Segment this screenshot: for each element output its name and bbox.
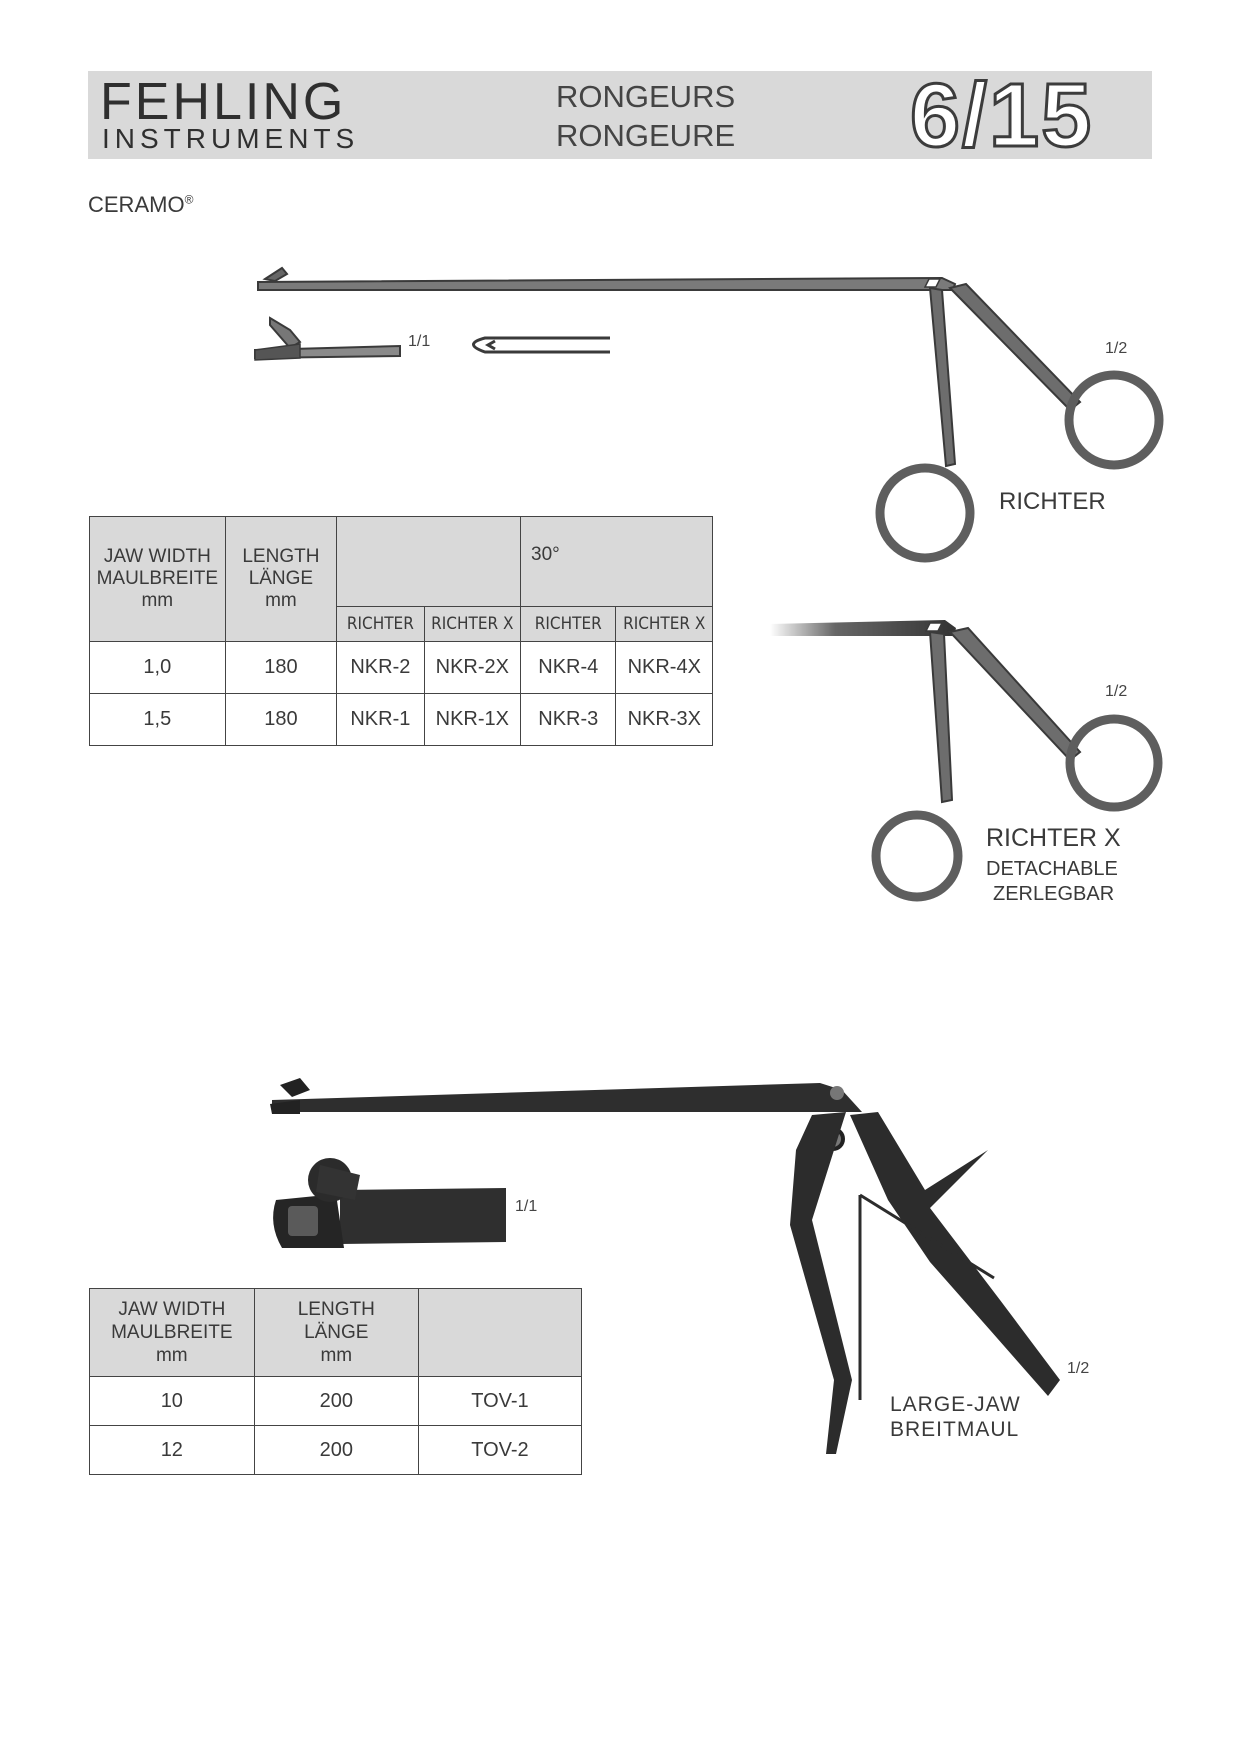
table-cell: NKR-1X xyxy=(424,694,520,746)
header-jaw-width: JAW WIDTH MAULBREITE mm xyxy=(90,517,226,642)
richter-order-table xyxy=(89,516,713,746)
page-number: 6/15 xyxy=(910,66,1094,166)
table-row xyxy=(90,1377,582,1426)
zerlegbar-label: ZERLEGBAR xyxy=(993,883,1115,905)
scale-label-large-jaw: 1/2 xyxy=(1067,1360,1090,1377)
table-cell: NKR-1 xyxy=(337,694,424,746)
table-cell: TOV-2 xyxy=(418,1426,581,1475)
table-cell: 200 xyxy=(254,1426,418,1475)
page-title-en: RONGEURS xyxy=(556,79,736,114)
scale-label-tip: 1/1 xyxy=(408,333,431,350)
large-jaw-label: LARGE-JAW xyxy=(890,1393,1021,1416)
sub-header: RICHTER xyxy=(337,606,424,641)
large-jaw-order-table xyxy=(89,1288,582,1475)
table-cell: 1,0 xyxy=(90,642,226,694)
table-cell: NKR-3 xyxy=(521,694,616,746)
table-row xyxy=(90,694,713,746)
brand-subtitle: INSTRUMENTS xyxy=(102,123,360,154)
jaw-top-view-image xyxy=(474,338,611,352)
richter-x-rongeur-image xyxy=(770,620,1158,897)
header-article xyxy=(418,1289,581,1377)
series-label: CERAMO xyxy=(88,192,185,217)
table-cell: 180 xyxy=(225,642,337,694)
brand-name: FEHLING xyxy=(100,73,347,131)
large-jaw-tip-detail-image xyxy=(273,1158,506,1248)
sub-header: RICHTER xyxy=(521,606,616,641)
richter-label: RICHTER xyxy=(999,488,1106,515)
header-jaw-width: JAW WIDTH MAULBREITE mm xyxy=(90,1289,255,1377)
sub-header: RICHTER X xyxy=(616,606,713,641)
header-length: LENGTH LÄNGE mm xyxy=(254,1289,418,1377)
table-cell: 200 xyxy=(254,1377,418,1426)
header-length: LENGTH LÄNGE mm xyxy=(225,517,337,642)
table-cell: NKR-4 xyxy=(521,642,616,694)
breitmaul-label: BREITMAUL xyxy=(890,1418,1020,1441)
detachable-label: DETACHABLE xyxy=(986,858,1118,880)
table-cell: 10 xyxy=(90,1377,255,1426)
table-cell: NKR-3X xyxy=(616,694,713,746)
scale-label-richter: 1/2 xyxy=(1105,340,1128,357)
registered-mark: ® xyxy=(184,192,194,207)
scale-label-richter-x: 1/2 xyxy=(1105,683,1128,700)
header-straight-jaw xyxy=(337,517,521,607)
angle-label: 30° xyxy=(531,544,560,566)
table-row xyxy=(90,1426,582,1475)
header-angled-jaw xyxy=(521,517,713,607)
table-row xyxy=(90,642,713,694)
table-cell: NKR-2X xyxy=(424,642,520,694)
table-cell: TOV-1 xyxy=(418,1377,581,1426)
richter-x-label: RICHTER X xyxy=(986,824,1121,852)
table-cell: 1,5 xyxy=(90,694,226,746)
table-cell: NKR-2 xyxy=(337,642,424,694)
sub-header: RICHTER X xyxy=(424,606,520,641)
table-cell: NKR-4X xyxy=(616,642,713,694)
page-title-de: RONGEURE xyxy=(556,118,736,153)
table-cell: 12 xyxy=(90,1426,255,1475)
richter-tip-detail-image xyxy=(255,318,400,360)
table-cell: 180 xyxy=(225,694,337,746)
scale-label-large-tip: 1/1 xyxy=(515,1198,538,1215)
